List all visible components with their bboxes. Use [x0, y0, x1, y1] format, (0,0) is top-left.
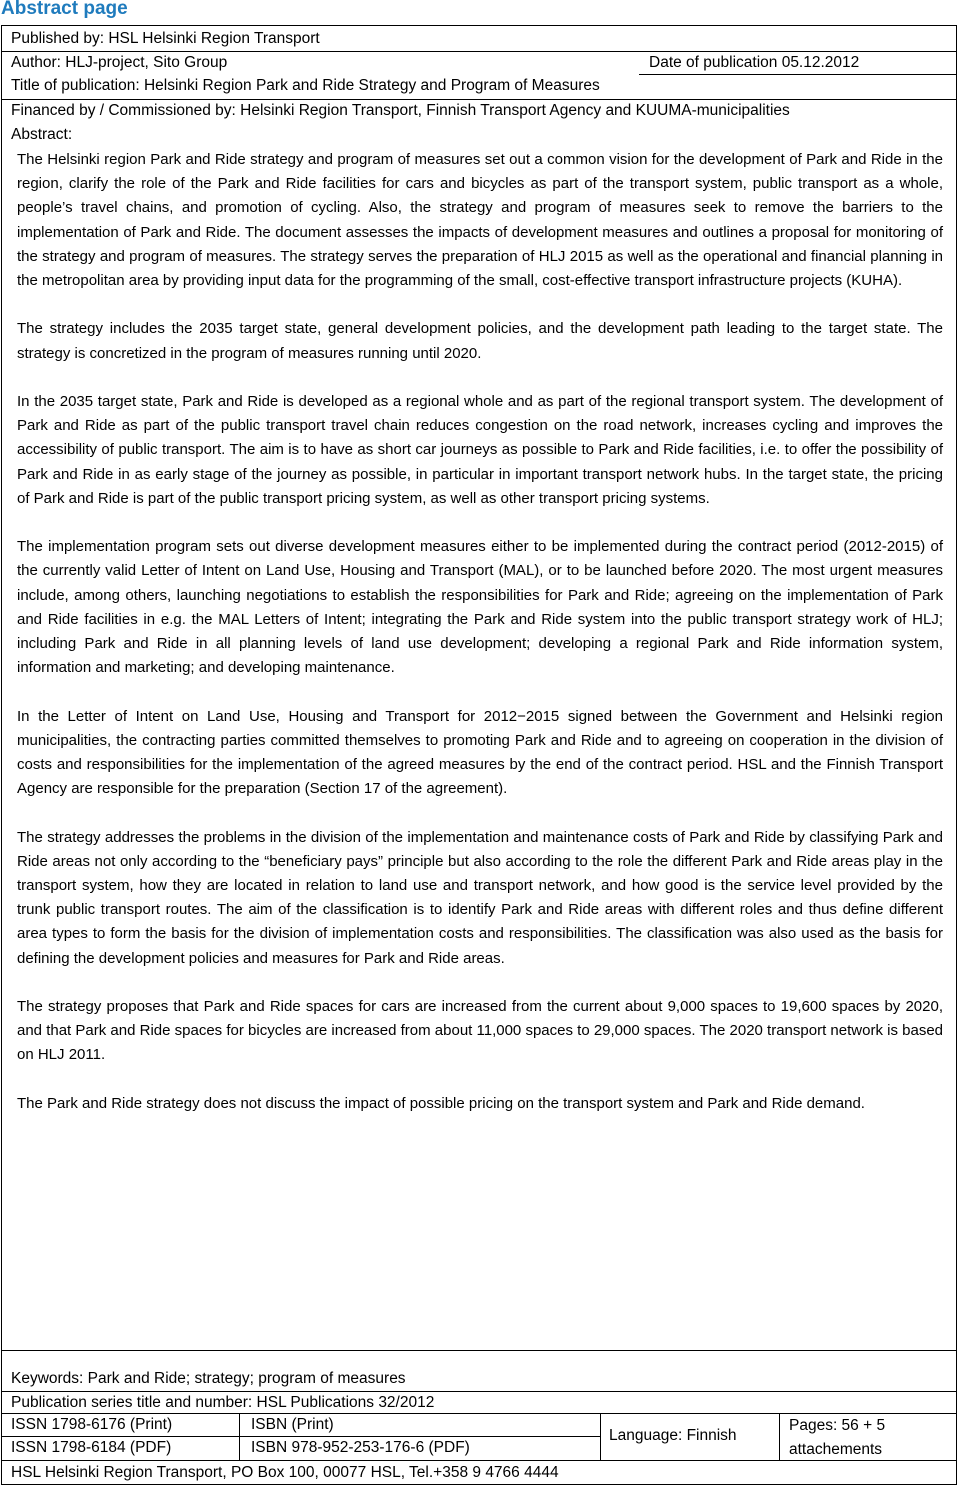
abstract-paragraph: In the 2035 target state, Park and Ride is developed as a regional whole and as part of the regional transport system. The development of Park and Ride as part of the public transport travel chain reduces congestion on the road network, increases cycling and improves the accessibility of public transport. The aim is to have as short car journeys as possible to Park and Ride facilities, i.e. to offer the possibility of Park and Ride in as early stage of the journey as possible, in particular in important transport network hubs. In the target state, the pricing of Park and Ride is part of the public transport pricing system, as well as other transport pricing systems. — [17, 393, 943, 507]
abstract-body — [17, 148, 943, 1116]
abstract-paragraph: The strategy includes the 2035 target state, general development policies, and the development path leading to the target state. The strategy is concretized in the program of measures running until 2020. — [17, 320, 943, 362]
issn-isbn-divider — [239, 1414, 240, 1461]
keywords-text: Keywords: Park and Ride; strategy; program of measures — [11, 1370, 406, 1387]
abstract-paragraph: The implementation program sets out diverse development measures either to be implemented during the contract period (2012-2015) of the currently valid Letter of Intent on Land Use, Housing and Transport (MAL), or to be launched before 2020. The most urgent measures include, among others, launching negotiations to establish the responsibilities for Park and Ride; agreeing on the implementation of Park and Ride facilities in e.g. the MAL Letters of Intent; integrating the Park and Ride system into the public transport strategy work of HLJ; including Park and Ride in all planning levels of land use development; developing a regional Park and Ride information system, information and marketing; and developing maintenance. — [17, 538, 943, 677]
abstract-paragraph: The Helsinki region Park and Ride strategy and program of measures set out a common vision for the development of Park and Ride in the region, clarify the role of the Park and Ride facilities for cars and bicycles as part of the transport system, public transport as a whole, people’s travel chains, and promotion of cycling. Also, the strategy and program of measures seek to remove the barriers to the implementation of Park and Ride. The document assesses the impacts of development measures and outlines a proposal for monitoring of the strategy and program of measures. The strategy serves the preparation of HLJ 2015 as well as the operational and financial planning in the metropolitan area by providing input data for the programming of the small, cost-effective transport infrastructure projects (KUHA). — [17, 151, 943, 290]
contact-text: HSL Helsinki Region Transport, PO Box 100, 00077 HSL, Tel.+358 9 4766 4444 — [11, 1464, 559, 1481]
abstract-label-row — [2, 124, 956, 148]
abstract-paragraph: The strategy addresses the problems in the division of the implementation and maintenance costs of Park and Ride by classifying Park and Ride areas not only according to the “beneficiary pays” principle but also according to the role the different Park and Ride areas play in the transport system, how they are located in relation to land use and transport network, and how good is the service level provided by the trunk public transport routes. The aim of the classification is to identify Park and Ride areas with different roles and thus define different area types to form the basis for the division of implementation costs and responsibilities. The classification was also used as the basis for defining the development policies and measures for Park and Ride areas. — [17, 828, 943, 967]
attachments-text: attachements — [789, 1441, 883, 1458]
published-by-row — [2, 26, 956, 52]
page-title: Abstract page — [1, 0, 128, 19]
published-by-text: Published by: HSL Helsinki Region Transport — [11, 30, 320, 47]
language-text: Language: Finnish — [609, 1427, 737, 1444]
issn-print-text: ISSN 1798-6176 (Print) — [11, 1416, 173, 1433]
abstract-paragraph: The strategy proposes that Park and Ride spaces for cars are increased from the current about 9,000 spaces to 19,600 spaces by 2020, and that Park and Ride spaces for bicycles are increased from about 11,000 spaces to 29,000 spaces. The 2020 transport network is based on HLJ 2011. — [17, 998, 943, 1064]
financed-by-text: Financed by / Commissioned by: Helsinki Region Transport, Finnish Transport Agency and KUUMA-municipalities — [11, 102, 790, 119]
isbn-print-text: ISBN (Print) — [251, 1416, 334, 1433]
isbn-pdf-text: ISBN 978-952-253-176-6 (PDF) — [251, 1439, 470, 1456]
financed-by-row — [2, 100, 956, 124]
abstract-label: Abstract: — [11, 126, 73, 143]
title-row — [2, 75, 956, 100]
issn-pdf-text: ISSN 1798-6184 (PDF) — [11, 1439, 172, 1456]
abstract-paragraph: In the Letter of Intent on Land Use, Housing and Transport for 2012−2015 signed between the Government and Helsinki region municipalities, the contracting parties committed themselves to promoting Park and Ride and to agreeing on cooperation in the division of costs and responsibilities for the implementation of the agreed measures by the end of the contract period. HSL and the Finnish Transport Agency are responsible for the preparation (Section 17 of the agreement). — [17, 707, 943, 798]
keywords-row — [2, 1365, 956, 1392]
author-text: Author: HLJ-project, Sito Group — [11, 54, 228, 71]
pages-text: Pages: 56 + 5 — [789, 1417, 886, 1434]
title-text: Title of publication: Helsinki Region Park and Ride Strategy and Program of Measures — [11, 77, 600, 94]
series-text: Publication series title and number: HSL Publications 32/2012 — [11, 1394, 435, 1411]
isbn-language-divider — [600, 1414, 601, 1461]
abstract-paragraph: The Park and Ride strategy does not discuss the impact of possible pricing on the transport system and Park and Ride demand. — [17, 1094, 865, 1112]
series-row — [2, 1392, 956, 1414]
language-pages-divider — [779, 1414, 780, 1461]
date-of-publication: Date of publication 05.12.2012 — [649, 54, 860, 71]
footer-top-line — [2, 1350, 956, 1351]
